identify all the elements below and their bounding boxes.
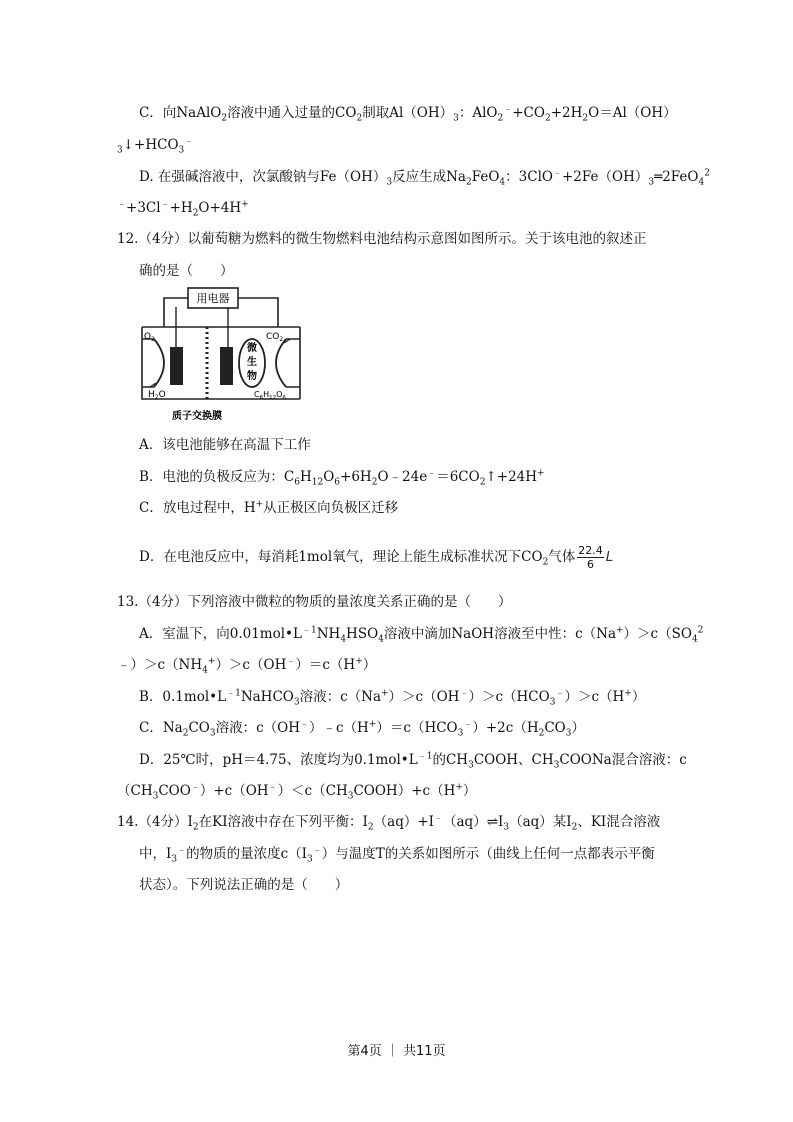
right-inlet-curve (276, 339, 286, 387)
right-electrode (220, 347, 233, 385)
co2-label: $CO_2$ (266, 332, 284, 343)
question-14-stem-line2: 中，$I_3^﹣$的物质的量浓度$c(I_3^﹣)$与温度T的关系如图所示（曲线上任何一点都表示平衡 (139, 845, 655, 865)
glucose-label: $C_6H_{12}O_6$ (254, 390, 286, 401)
fuel-cell-svg (140, 287, 302, 427)
svg-text:生: 生 (247, 357, 257, 368)
svg-text:微: 微 (247, 343, 257, 354)
q12-option-a: A．该电池能够在高温下工作 (139, 437, 311, 453)
q13-option-a-line1: A．室温下，向$0.01mol•L^{﹣1}NH_4HSO_4$溶液中滴加NaOH溶液至中性：$c(Na^+)>c(SO_4^2$ (139, 625, 704, 645)
q13-option-d-line2: $(CH_3COO^﹣)+c(OH^﹣)<c(CH_3COOH)+c(H^+)$ (117, 782, 477, 802)
question-12-stem-cont: 确的是（ ） (139, 263, 234, 279)
svg-text:物: 物 (247, 371, 257, 382)
left-electrode (170, 347, 183, 385)
page-footer: 第4页 ｜ 共11页 (347, 1044, 446, 1059)
membrane-label: 质子交换膜 (172, 411, 222, 422)
q13-option-d-line1: D．25℃时，pH＝4.75、浓度均为$0.1mol•L^{﹣1}$的$CH_3COOH$、$CH_3COONa$混合溶液：c (139, 751, 687, 771)
left-inlet-curve (154, 339, 164, 387)
question-14-stem-line3: 状态）。下列说法正确的是（ ） (139, 877, 349, 893)
q12-option-d: D．在电池反应中，每消耗1mol氧气，理论上能生成标准状况下$CO_2$气体 $\frac{22.4}{6}$ L (139, 544, 614, 571)
option-d-line2: $^﹣+3Cl^﹣+H_2O+4H^+$ (117, 199, 249, 219)
q13-option-a-line2: $﹣)>c(NH_4^+)>c(OH^﹣)=c(H^+)$ (117, 656, 377, 676)
q12-option-b: B．电池的负极反应为：$C_6H_{12}O_6+6H_2O﹣24e^﹣=6CO_2↑+24H^+$ (139, 468, 545, 488)
option-c-line1: C．向NaAlO$_2$溶液中通入过量的$CO_2$制取$Al(OH)_3$：$AlO_2^﹣+CO_2+2H_2O=Al(OH)$ (139, 104, 677, 124)
question-14-stem-line1: 14.（4分）$I_2$在KI溶液中存在下列平衡：$I_2(aq)+I^﹣(aq)\rightleftharpoons I_3(aq)$某$I_2$、KI混合溶液 (117, 813, 661, 833)
device-label: 用电器 (196, 292, 230, 305)
option-d-line1: D. 在强碱溶液中，次氯酸钠与$Fe(OH)_3$反应生成$Na_2FeO_4$：$3ClO^﹣+2Fe(OH)_3═2FeO_4^2$ (139, 168, 710, 188)
q13-option-b: B．$0.1mol•L^{﹣1}NaHCO_3$溶液：$c(Na^+)>c(OH^﹣)>c(HCO_3^﹣)>c(H^+)$ (139, 688, 646, 708)
question-13-stem: 13.（4分）下列溶液中微粒的物质的量浓度关系正确的是（ ） (117, 594, 512, 610)
option-c-line2: $_3↓+HCO_3^﹣$ (117, 136, 194, 156)
fuel-cell-diagram (140, 287, 302, 427)
question-12-stem: 12.（4分）以葡萄糖为燃料的微生物燃料电池结构示意图如图所示。关于该电池的叙述正 (117, 231, 647, 247)
h2o-label: $H_2O$ (148, 390, 166, 401)
q12-option-c: C．放电过程中，H+从正极区向负极区迁移 (139, 499, 399, 516)
fraction: $\frac{22.4}{6}$ (578, 544, 603, 571)
o2-label: $O_2$ (144, 332, 155, 343)
q13-option-c: C．$Na_2CO_3$溶液：$c(OH^﹣)﹣c(H^+)=c(HCO_3^﹣)+2c(H_2CO_3)$ (139, 719, 585, 739)
